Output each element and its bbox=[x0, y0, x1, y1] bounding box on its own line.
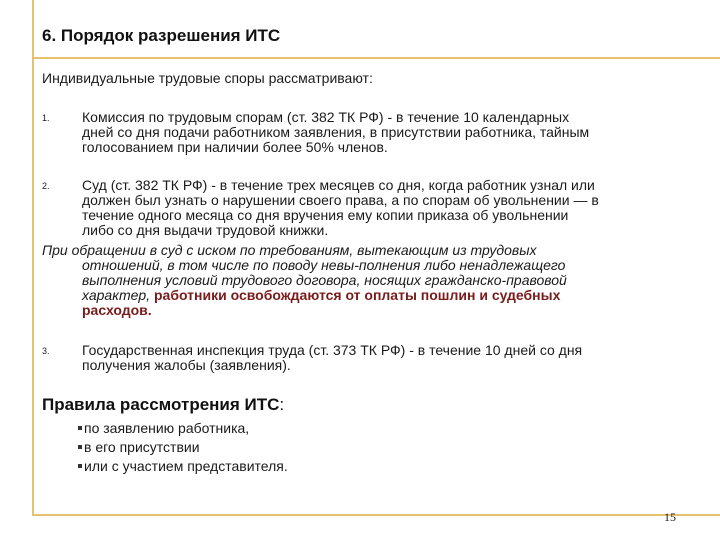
note-line: отношений, в том числе по поводу невы-полнения либо ненадлежащего bbox=[82, 257, 566, 273]
note-line bbox=[42, 303, 682, 318]
rules-heading bbox=[42, 395, 284, 415]
list-number: 1. bbox=[42, 113, 50, 123]
bullet-item bbox=[78, 457, 288, 476]
text-line: либо со дня выдачи трудовой книжки. bbox=[82, 222, 329, 238]
text-line: должен был узнать о нарушении своего права, а по спорам об увольнении — в bbox=[82, 192, 599, 208]
note-line: При обращении в суд с иском по требованиям, вытекающим из трудовых bbox=[42, 242, 537, 258]
list-item-2 bbox=[42, 178, 712, 238]
text-line: Комиссия по трудовым спорам (ст. 382 ТК РФ) - в течение 10 календарных bbox=[82, 109, 570, 125]
list-item-text bbox=[82, 110, 712, 155]
bullet-item bbox=[78, 419, 288, 438]
square-bullet-icon bbox=[78, 426, 82, 430]
bullet-item bbox=[78, 438, 288, 457]
text-line: Суд (ст. 382 ТК РФ) - в течение трех месяцев со дня, когда работник узнал или bbox=[82, 177, 595, 193]
square-bullet-icon bbox=[78, 445, 82, 449]
bottom-accent-rule bbox=[32, 514, 720, 516]
exemption-highlight: работники освобождаются от оплаты пошлин и судебных bbox=[153, 287, 561, 303]
rules-bullet-list bbox=[78, 419, 288, 476]
bullet-text: по заявлению работника, bbox=[84, 420, 250, 436]
exemption-highlight-end: расходов bbox=[82, 302, 148, 318]
note-period: . bbox=[147, 302, 152, 318]
note-line: выполнения условий трудового договора, носящих гражданско-правовой bbox=[82, 272, 567, 288]
text-line: получения жалобы (заявления). bbox=[82, 357, 291, 373]
square-bullet-icon bbox=[78, 464, 82, 468]
rules-heading-colon: : bbox=[279, 395, 285, 414]
text-line: течение одного месяца со дня вручения ему копии приказа об увольнении bbox=[82, 207, 569, 223]
note-line bbox=[42, 288, 682, 303]
slide-title: 6. Порядок разрешения ИТС bbox=[42, 26, 281, 45]
text-line: Государственная инспекция труда (ст. 373 ТК РФ) - в течение 10 дней со дня bbox=[82, 342, 583, 358]
list-item-3 bbox=[42, 343, 712, 373]
list-number: 2. bbox=[42, 181, 50, 191]
list-item-1 bbox=[42, 110, 712, 155]
list-number: 3. bbox=[42, 346, 50, 356]
intro-text: Индивидуальные трудовые споры рассматривают: bbox=[42, 70, 373, 86]
bullet-text: или с участием представителя. bbox=[84, 458, 288, 474]
page-number: 15 bbox=[664, 510, 676, 524]
rules-heading-bold: Правила рассмотрения ИТС bbox=[42, 395, 280, 414]
text-line: дней со дня подачи работником заявления, в присутствии работника, тайным bbox=[82, 124, 590, 140]
text-line: голосованием при наличии более 50% членов. bbox=[82, 139, 388, 155]
bullet-text: в его присутствии bbox=[84, 439, 200, 455]
list-item-text bbox=[82, 343, 712, 373]
vertical-accent-rule bbox=[32, 0, 34, 516]
list-item-text bbox=[82, 178, 712, 238]
top-accent-rule bbox=[32, 57, 720, 59]
note-line-italic: характер, bbox=[82, 287, 154, 303]
court-note bbox=[42, 243, 682, 318]
